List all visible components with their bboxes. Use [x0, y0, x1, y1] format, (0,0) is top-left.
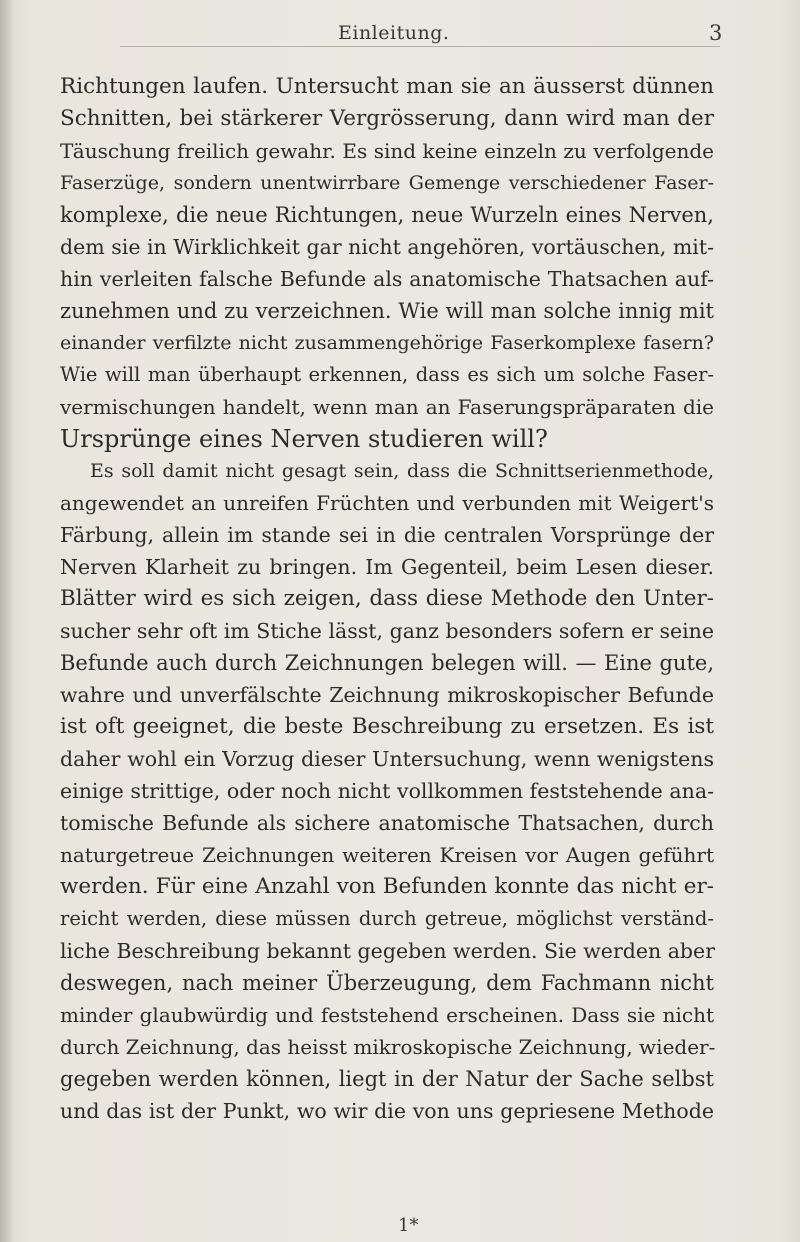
text-line: vermischungen handelt, wenn man an Faserungspräparaten die [60, 395, 714, 419]
text-line: Ursprünge eines Nerven studieren will? [60, 425, 548, 453]
text-line: hin verleiten falsche Befunde als anatomische Thatsachen auf- [60, 267, 714, 291]
text-line: Blätter wird es sich zeigen, dass diese Methode den Unter- [60, 586, 714, 611]
text-line: tomische Befunde als sichere anatomische Thatsachen, durch [60, 811, 714, 835]
text-line: Täuschung freilich gewahr. Es sind keine einzeln zu verfolgende [60, 139, 714, 163]
text-line: Nerven Klarheit zu bringen. Im Gegenteil, beim Lesen dieser. [60, 555, 714, 579]
text-line: werden. Für eine Anzahl von Befunden konnte das nicht er- [60, 874, 714, 899]
text-line: Faserzüge, sondern unentwirrbare Gemenge verschiedener Faser- [60, 172, 714, 194]
text-line: naturgetreue Zeichnungen weiteren Kreisen vor Augen geführt [60, 843, 714, 867]
text-line: zunehmen und zu verzeichnen. Wie will man solche innig mit [60, 299, 714, 323]
text-line: gegeben werden können, liegt in der Natur der Sache selbst [60, 1067, 714, 1091]
text-line: daher wohl ein Vorzug dieser Untersuchung, wenn wenigstens [60, 747, 714, 771]
text-line: liche Beschreibung bekannt gegeben werden. Sie werden aber [60, 939, 715, 963]
text-line: komplexe, die neue Richtungen, neue Wurzeln eines Nerven, [60, 203, 714, 227]
text-line: sucher sehr oft im Stiche lässt, ganz besonders sofern er seine [60, 619, 714, 643]
text-line: einige strittige, oder noch nicht vollkommen feststehende ana- [60, 779, 714, 803]
text-line: reicht werden, diese müssen durch getreue, möglichst verständ- [60, 907, 714, 930]
text-line: und das ist der Punkt, wo wir die von uns gepriesene Methode [60, 1099, 714, 1123]
text-line: Befunde auch durch Zeichnungen belegen will. — Eine gute, [60, 651, 714, 675]
text-line: wahre und unverfälschte Zeichnung mikroskopischer Befunde [60, 683, 714, 707]
text-line: einander verfilzte nicht zusammengehörige Faserkomplexe fasern? [60, 332, 714, 354]
text-line: Richtungen laufen. Untersucht man sie an äusserst dünnen [60, 74, 714, 99]
text-line: Schnitten, bei stärkerer Vergrösserung, dann wird man der [60, 106, 714, 131]
text-line: Färbung, allein im stande sei in die centralen Vorsprünge der [60, 523, 714, 547]
text-line: Wie will man überhaupt erkennen, dass es sich um solche Faser- [60, 363, 714, 386]
text-line: Es soll damit nicht gesagt sein, dass die Schnittserienmethode, [90, 460, 714, 482]
text-line: dem sie in Wirklichkeit gar nicht angehören, vortäuschen, mit- [60, 235, 714, 259]
running-head [0, 22, 800, 52]
text-line: minder glaubwürdig und feststehend erscheinen. Dass sie nicht [60, 1003, 714, 1027]
signature-mark: 1* [398, 1215, 419, 1236]
text-line: deswegen, nach meiner Überzeugung, dem Fachmann nicht [60, 971, 714, 995]
text-line: durch Zeichnung, das heisst mikroskopische Zeichnung, wieder- [60, 1035, 716, 1059]
running-title: Einleitung. [338, 22, 450, 44]
page-gutter-shadow [0, 0, 14, 1242]
page-number: 3 [709, 21, 723, 45]
text-line: ist oft geeignet, die beste Beschreibung zu ersetzen. Es ist [60, 714, 714, 739]
header-rule [120, 46, 720, 47]
text-line: angewendet an unreifen Früchten und verbunden mit Weigert's [60, 491, 714, 515]
